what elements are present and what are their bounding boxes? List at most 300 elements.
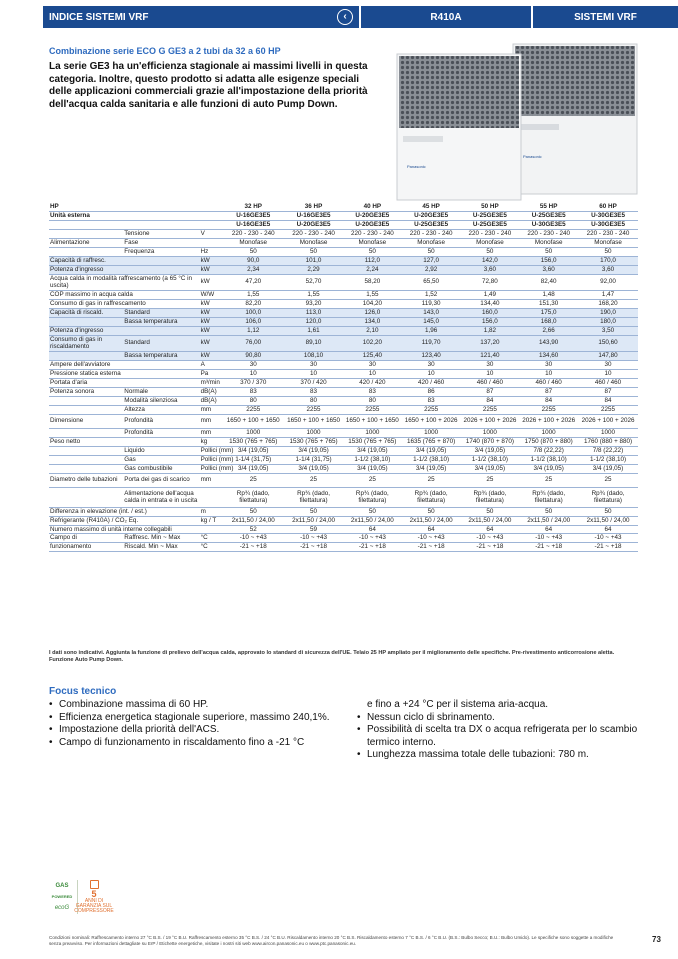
header-cell: U-25GE3E5 <box>461 212 520 221</box>
value-cell: 86 <box>402 387 461 396</box>
warranty-logo <box>74 880 114 914</box>
value-cell: 460 / 460 <box>578 378 638 387</box>
value-cell: 1000 <box>343 428 402 437</box>
row-group <box>49 487 123 507</box>
table-row <box>49 387 638 396</box>
table-row <box>49 360 638 369</box>
header-cell: U-25GE3E5 <box>402 221 461 230</box>
value-cell: 145,0 <box>402 317 461 326</box>
row-sublabel: Alimentazione dell'acqua calda in entrata e in uscita <box>123 487 199 507</box>
row-unit: mm <box>200 414 223 428</box>
value-cell: 370 / 420 <box>284 378 343 387</box>
value-cell: 170,0 <box>578 256 638 265</box>
value-cell: 1,61 <box>284 326 343 335</box>
row-group: Consumo di gas in riscaldamento <box>49 335 123 351</box>
value-cell: 2,66 <box>519 326 578 335</box>
row-sublabel: Liquido <box>123 446 199 455</box>
value-cell: 87 <box>578 387 638 396</box>
row-unit: mm <box>200 473 223 487</box>
table-row <box>49 247 638 256</box>
value-cell: Monofase <box>402 239 461 248</box>
row-unit: Pollici (mm) <box>200 446 234 454</box>
value-cell: 1-1/2 (38,10) <box>343 455 402 464</box>
row-sublabel: Altezza <box>123 405 199 414</box>
header-cell: 50 HP <box>461 203 520 212</box>
value-cell: 84 <box>519 396 578 405</box>
value-cell: 1000 <box>461 428 520 437</box>
value-cell: 1530 (765 + 765) <box>343 437 402 446</box>
value-cell: 25 <box>402 473 461 487</box>
value-cell: 83 <box>343 387 402 396</box>
value-cell: -21 ~ +18 <box>222 543 284 552</box>
table-row <box>49 308 638 317</box>
table-row <box>49 396 638 405</box>
value-cell: 2,34 <box>222 265 284 274</box>
refrigerant-tab: R410A <box>361 6 531 28</box>
row-sublabel: Profondità <box>123 414 199 428</box>
row-group <box>49 230 123 239</box>
row-label: Differenza in elevazione (int. / est.) <box>49 507 200 516</box>
value-cell: 59 <box>284 525 343 534</box>
value-cell: 175,0 <box>519 308 578 317</box>
table-row <box>49 290 638 299</box>
row-sublabel: Fase <box>123 239 199 248</box>
value-cell: 30 <box>284 360 343 369</box>
table-row <box>49 203 638 212</box>
value-cell: 220 - 230 - 240 <box>519 230 578 239</box>
table-row <box>49 239 638 248</box>
row-unit: m <box>200 507 223 516</box>
value-cell: 1650 + 100 + 2026 <box>402 414 461 428</box>
row-unit: kW <box>200 326 223 335</box>
value-cell: 220 - 230 - 240 <box>402 230 461 239</box>
page-subtitle: Combinazione serie ECO G GE3 a 2 tubi da 32 a 60 HP <box>49 46 281 56</box>
value-cell: 3,60 <box>578 265 638 274</box>
value-cell: 106,0 <box>222 317 284 326</box>
row-group: Potenza sonora <box>49 387 123 396</box>
row-label: Pressione statica esterna <box>49 369 200 378</box>
focus-item: • Nessun ciclo di sbrinamento. <box>357 712 642 725</box>
value-cell: Rp¾ (dado, filettatura) <box>461 487 520 507</box>
value-cell: 30 <box>402 360 461 369</box>
value-cell: Monofase <box>284 239 343 248</box>
value-cell: 420 / 420 <box>343 378 402 387</box>
value-cell: 3/4 (19,05) <box>343 446 402 455</box>
row-sublabel: Bassa temperatura <box>123 351 199 360</box>
header-cell: 32 HP <box>222 203 284 212</box>
value-cell: 93,20 <box>284 299 343 308</box>
header-cell: U-30GE3E5 <box>519 221 578 230</box>
focus-item: • Efficienza energetica stagionale superiore, massimo 240,1%. <box>49 712 339 725</box>
header-cell: U-30GE3E5 <box>578 221 638 230</box>
table-row <box>49 525 638 534</box>
value-cell: -10 ~ +43 <box>222 534 284 543</box>
value-cell: 1,49 <box>461 290 520 299</box>
row-unit: dB(A) <box>200 396 223 405</box>
value-cell: 143,0 <box>402 308 461 317</box>
focus-col-right <box>357 699 642 762</box>
value-cell: 1000 <box>578 428 638 437</box>
row-label: Potenza d'ingresso <box>49 265 200 274</box>
row-label: Acqua calda in modalità raffrescamento (a 65 °C in uscita) <box>49 274 200 290</box>
row-unit: Pollici (mm) <box>200 455 234 463</box>
table-row <box>49 473 638 487</box>
value-cell: 180,0 <box>578 317 638 326</box>
value-cell: -21 ~ +18 <box>343 543 402 552</box>
value-cell: 137,20 <box>461 335 520 351</box>
value-cell: 90,80 <box>222 351 284 360</box>
focus-item: • Lunghezza massima totale delle tubazioni: 780 m. <box>357 749 642 762</box>
value-cell: -21 ~ +18 <box>461 543 520 552</box>
value-cell: 83 <box>284 387 343 396</box>
top-header <box>43 6 678 28</box>
value-cell: 2255 <box>284 405 343 414</box>
value-cell: 1-1/2 (38,10) <box>402 455 461 464</box>
value-cell: 127,0 <box>402 256 461 265</box>
row-group <box>49 446 123 455</box>
value-cell: 119,70 <box>402 335 461 351</box>
value-cell: 64 <box>578 525 638 534</box>
value-cell: Monofase <box>343 239 402 248</box>
value-cell: 3/4 (19,05) <box>402 464 461 473</box>
value-cell: 220 - 230 - 240 <box>284 230 343 239</box>
value-cell: 25 <box>222 473 284 487</box>
value-cell: 64 <box>519 525 578 534</box>
row-group <box>49 464 123 473</box>
header-cell: 55 HP <box>519 203 578 212</box>
brand-label-right: Panasonic <box>523 154 542 159</box>
value-cell: -21 ~ +18 <box>284 543 343 552</box>
table-row <box>49 335 638 351</box>
value-cell: 1,96 <box>402 326 461 335</box>
value-cell: 90,0 <box>222 256 284 265</box>
value-cell: 25 <box>519 473 578 487</box>
value-cell: 2,24 <box>343 265 402 274</box>
value-cell: 3/4 (19,05) <box>222 446 284 455</box>
table-row <box>49 487 638 507</box>
value-cell: 220 - 230 - 240 <box>343 230 402 239</box>
value-cell: 1,82 <box>461 326 520 335</box>
value-cell: Monofase <box>519 239 578 248</box>
value-cell: 83 <box>402 396 461 405</box>
row-unit: Hz <box>200 247 223 256</box>
value-cell: 3/4 (19,05) <box>461 464 520 473</box>
value-cell: 2x11,50 / 24,00 <box>519 516 578 525</box>
value-cell: 220 - 230 - 240 <box>222 230 284 239</box>
value-cell: 112,0 <box>343 256 402 265</box>
value-cell: 2255 <box>578 405 638 414</box>
value-cell: 160,0 <box>461 308 520 317</box>
value-cell: 10 <box>461 369 520 378</box>
back-arrow-icon[interactable]: ‹ <box>337 9 353 25</box>
value-cell: 3/4 (19,05) <box>284 464 343 473</box>
table-row <box>49 326 638 335</box>
value-cell: 2,29 <box>284 265 343 274</box>
value-cell: 126,0 <box>343 308 402 317</box>
value-cell: 2x11,50 / 24,00 <box>343 516 402 525</box>
focus-item: • Possibilità di scelta tra DX o acqua refrigerata per lo scambio termico interno. <box>357 724 642 749</box>
row-unit <box>200 487 223 507</box>
row-sublabel: Bassa temperatura <box>123 317 199 326</box>
header-cell: U-20GE3E5 <box>402 212 461 221</box>
value-cell: 3/4 (19,05) <box>461 446 520 455</box>
value-cell: 30 <box>343 360 402 369</box>
value-cell: 420 / 460 <box>402 378 461 387</box>
table-row <box>49 378 638 387</box>
value-cell: 50 <box>402 247 461 256</box>
table-row <box>49 414 638 428</box>
row-unit: V <box>200 230 223 239</box>
value-cell: 1530 (765 + 765) <box>222 437 284 446</box>
header-cell: U-25GE3E5 <box>519 212 578 221</box>
value-cell: 50 <box>578 247 638 256</box>
warranty-icon <box>90 880 99 889</box>
value-cell: 3/4 (19,05) <box>343 464 402 473</box>
value-cell: 142,0 <box>461 256 520 265</box>
value-cell: 30 <box>578 360 638 369</box>
value-cell: 1-1/2 (38,10) <box>519 455 578 464</box>
table-note: I dati sono indicativi. Aggiunta la funzione di prelievo dell'acqua calda, approvato lo standard di sicurezza dell'UE. Telaio 25 HP ampliato per il miglioramento delle specifiche. Pre-rivestimento anticorrosione aletta. Funzione Auto Pump Down. <box>49 650 615 663</box>
value-cell: 25 <box>461 473 520 487</box>
row-group <box>49 405 123 414</box>
row-unit: kW <box>200 317 223 326</box>
value-cell: 119,30 <box>402 299 461 308</box>
value-cell: 30 <box>461 360 520 369</box>
warranty-years: 5 <box>91 889 97 899</box>
focus-item: • Impostazione della priorità dell'ACS. <box>49 724 339 737</box>
value-cell: 82,20 <box>222 299 284 308</box>
hp-label: HP <box>49 203 222 212</box>
value-cell: 2,92 <box>402 265 461 274</box>
value-cell: 50 <box>461 507 520 516</box>
row-group <box>49 455 123 464</box>
row-unit: kW <box>200 299 223 308</box>
value-cell: 10 <box>222 369 284 378</box>
row-label: Peso netto <box>49 437 200 446</box>
value-cell: 52 <box>222 525 284 534</box>
value-cell: 1-1/2 (38,10) <box>461 455 520 464</box>
intro-paragraph: La serie GE3 ha un'efficienza stagionale ai massimi livelli in questa categoria. Inoltre, questo prodotto si adatta alle esigenze speciali delle applicazioni commerciali grazie all'impostazione della priorità dell'acqua calda sanitaria e alle funzioni di auto Pump Down. <box>49 61 368 110</box>
row-unit: mm <box>200 428 223 437</box>
value-cell: 134,0 <box>343 317 402 326</box>
value-cell: 2x11,50 / 24,00 <box>461 516 520 525</box>
value-cell: 156,0 <box>461 317 520 326</box>
value-cell: 1,55 <box>222 290 284 299</box>
value-cell: 147,80 <box>578 351 638 360</box>
spec-table <box>49 203 638 552</box>
value-cell: 25 <box>343 473 402 487</box>
value-cell: 1000 <box>284 428 343 437</box>
value-cell: 47,20 <box>222 274 284 290</box>
value-cell: 2026 + 100 + 2026 <box>519 414 578 428</box>
row-sublabel: Modalità silenziosa <box>123 396 199 405</box>
value-cell: 87 <box>519 387 578 396</box>
row-group: Dimensione <box>49 414 123 428</box>
value-cell: 3/4 (19,05) <box>402 446 461 455</box>
row-unit: kW <box>200 265 223 274</box>
row-unit: kW <box>200 351 223 360</box>
row-label: Portata d'aria <box>49 378 200 387</box>
row-label: Ampere dell'avviatore <box>49 360 200 369</box>
value-cell: 2255 <box>222 405 284 414</box>
value-cell: Rp¾ (dado, filettatura) <box>343 487 402 507</box>
value-cell: 2026 + 100 + 2026 <box>461 414 520 428</box>
table-row <box>49 437 638 446</box>
focus-title: Focus tecnico <box>49 686 117 697</box>
value-cell: 10 <box>578 369 638 378</box>
row-sublabel: Tensione <box>123 230 199 239</box>
category-tab: SISTEMI VRF <box>533 6 678 28</box>
row-label: Capacità di raffresc. <box>49 256 200 265</box>
value-cell: 108,10 <box>284 351 343 360</box>
table-row <box>49 534 638 543</box>
value-cell: 123,40 <box>402 351 461 360</box>
value-cell: 151,30 <box>519 299 578 308</box>
header-cell: U-30GE3E5 <box>578 212 638 221</box>
row-group: Capacità di riscald. <box>49 308 123 317</box>
row-sublabel: Standard <box>123 308 199 317</box>
focus-item: e fino a +24 °C per il sistema aria-acqua. <box>367 699 549 710</box>
logos <box>50 880 114 914</box>
value-cell: 220 - 230 - 240 <box>461 230 520 239</box>
value-cell: 2255 <box>402 405 461 414</box>
row-group <box>49 396 123 405</box>
value-cell: 134,40 <box>461 299 520 308</box>
value-cell: 220 - 230 - 240 <box>578 230 638 239</box>
brand-label-left: Panasonic <box>407 164 426 169</box>
table-row <box>49 446 638 455</box>
row-unit: m³/min <box>200 378 223 387</box>
value-cell: 50 <box>402 507 461 516</box>
focus-item: • Campo di funzionamento in riscaldamento fino a -21 °C <box>49 737 339 750</box>
row-sublabel: Profondità <box>123 428 199 437</box>
table-row <box>49 516 638 525</box>
header-cell: U-20GE3E5 <box>343 221 402 230</box>
page-number: 73 <box>652 935 661 944</box>
value-cell: 2x11,50 / 24,00 <box>578 516 638 525</box>
value-cell: 1,52 <box>402 290 461 299</box>
value-cell: 370 / 370 <box>222 378 284 387</box>
row-group: Diametro delle tubazioni <box>49 473 123 487</box>
value-cell: 1650 + 100 + 1650 <box>284 414 343 428</box>
header-cell: 60 HP <box>578 203 638 212</box>
value-cell: 84 <box>578 396 638 405</box>
value-cell: 80 <box>343 396 402 405</box>
value-cell: 82,40 <box>519 274 578 290</box>
header-cell: U-20GE3E5 <box>284 221 343 230</box>
row-label: Refrigerante (R410A) / CO₂ Eq. <box>49 516 200 525</box>
value-cell: 50 <box>519 247 578 256</box>
value-cell: 1-1/4 (31,75) <box>222 455 284 464</box>
table-row <box>49 221 638 230</box>
value-cell: 3,60 <box>461 265 520 274</box>
value-cell: 143,90 <box>519 335 578 351</box>
value-cell: -21 ~ +18 <box>578 543 638 552</box>
value-cell: 76,00 <box>222 335 284 351</box>
table-row <box>49 317 638 326</box>
value-cell: 1000 <box>222 428 284 437</box>
value-cell: 25 <box>284 473 343 487</box>
value-cell: 101,0 <box>284 256 343 265</box>
value-cell: 2255 <box>519 405 578 414</box>
table-row <box>49 428 638 437</box>
row-sublabel: Gas combustibile <box>123 464 199 473</box>
row-label: Numero massimo di unità interne collegabili <box>49 525 200 534</box>
value-cell: 64 <box>402 525 461 534</box>
row-sublabel: Normale <box>123 387 199 396</box>
value-cell: 30 <box>519 360 578 369</box>
value-cell: 30 <box>222 360 284 369</box>
value-cell: 10 <box>402 369 461 378</box>
value-cell: 50 <box>222 247 284 256</box>
value-cell: Monofase <box>222 239 284 248</box>
row-group <box>49 247 123 256</box>
unit-label: Unità esterna <box>49 212 222 221</box>
value-cell: 1,55 <box>284 290 343 299</box>
value-cell: -21 ~ +18 <box>519 543 578 552</box>
value-cell: 1650 + 100 + 1650 <box>222 414 284 428</box>
value-cell: 3,60 <box>519 265 578 274</box>
row-unit <box>200 525 223 534</box>
value-cell: 150,60 <box>578 335 638 351</box>
row-unit: kW <box>200 308 223 317</box>
value-cell: 7/8 (22,22) <box>578 446 638 455</box>
row-label: Consumo di gas in raffrescamento <box>49 299 200 308</box>
value-cell: 3/4 (19,05) <box>284 446 343 455</box>
value-cell: 168,0 <box>519 317 578 326</box>
value-cell: 10 <box>343 369 402 378</box>
table-row <box>49 507 638 516</box>
value-cell: 460 / 460 <box>461 378 520 387</box>
value-cell: Rp¾ (dado, filettatura) <box>402 487 461 507</box>
value-cell: 50 <box>284 247 343 256</box>
value-cell: 25 <box>578 473 638 487</box>
row-sublabel: Frequenza <box>123 247 199 256</box>
value-cell: 3/4 (19,05) <box>578 464 638 473</box>
table-row <box>49 543 638 552</box>
row-unit: kW <box>200 256 223 265</box>
gas-label: GAS <box>55 882 69 889</box>
value-cell: 2x11,50 / 24,00 <box>402 516 461 525</box>
table-row <box>49 274 638 290</box>
focus-item: • Combinazione massima di 60 HP. <box>49 699 339 712</box>
value-cell: 125,40 <box>343 351 402 360</box>
row-unit: kW <box>200 274 223 290</box>
index-link[interactable] <box>43 6 359 28</box>
row-group: Campo di <box>49 534 123 543</box>
value-cell: Rp¾ (dado, filettatura) <box>222 487 284 507</box>
header-cell: U-16GE3E5 <box>284 212 343 221</box>
value-cell: 1,55 <box>343 290 402 299</box>
value-cell: 50 <box>222 507 284 516</box>
row-unit: W/W <box>200 290 223 299</box>
row-unit: A <box>200 360 223 369</box>
row-group <box>49 351 123 360</box>
value-cell: Monofase <box>578 239 638 248</box>
value-cell: 2x11,50 / 24,00 <box>284 516 343 525</box>
value-cell: 58,20 <box>343 274 402 290</box>
value-cell: 1,12 <box>222 326 284 335</box>
row-group: Alimentazione <box>49 239 123 248</box>
row-sublabel: Standard <box>123 335 199 351</box>
value-cell: 3/4 (19,05) <box>519 464 578 473</box>
value-cell: 50 <box>343 247 402 256</box>
value-cell: 3/4 (19,05) <box>222 464 284 473</box>
value-cell: 65,50 <box>402 274 461 290</box>
value-cell: Rp¾ (dado, filettatura) <box>578 487 638 507</box>
row-unit <box>200 239 223 248</box>
table-row <box>49 299 638 308</box>
